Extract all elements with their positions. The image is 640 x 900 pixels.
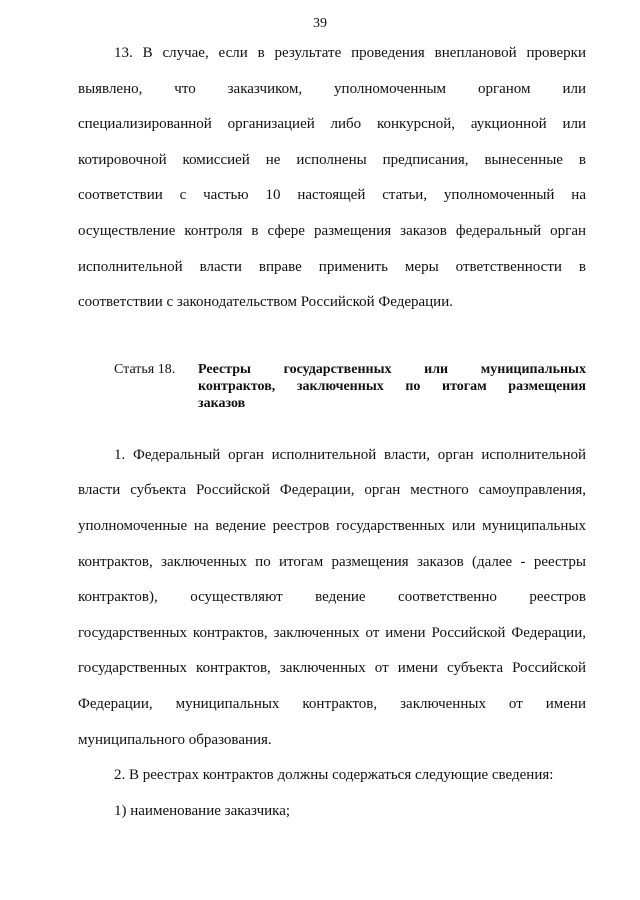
- article-number: Статья 18.: [114, 361, 176, 377]
- title-line: Реестры государственных или муниципальных: [198, 361, 586, 377]
- text-line: соответствии с законодательством Российской Федерации.: [78, 294, 453, 311]
- title-line: заказов: [198, 395, 246, 411]
- text-line: 13. В случае, если в результате проведения внеплановой проверки: [114, 45, 586, 61]
- text-line: 1) наименование заказчика;: [114, 802, 291, 819]
- text-line: выявлено, что заказчиком, уполномоченным органом или: [78, 80, 586, 97]
- text-line: государственных контрактов, заключенных от имени субъекта Российской: [78, 660, 586, 677]
- text-line: исполнительной власти вправе применить меры ответственности в: [78, 258, 586, 275]
- text-line: соответствии с частью 10 настоящей статьи, уполномоченный на: [78, 187, 586, 204]
- text-line: государственных контрактов, заключенных от имени Российской Федерации,: [78, 624, 586, 641]
- page-number: 39: [313, 16, 327, 31]
- paragraph-1: [78, 438, 586, 758]
- text-line: специализированной организацией либо конкурсной, аукционной или: [78, 116, 586, 133]
- paragraph-13: [78, 36, 586, 321]
- article-title: [198, 361, 586, 412]
- text-line: муниципального образования.: [78, 731, 272, 748]
- title-line: контрактов, заключенных по итогам размещения: [198, 378, 586, 394]
- paragraph-2: [78, 758, 586, 794]
- article-heading: [78, 361, 586, 412]
- text-line: власти субъекта Российской Федерации, орган местного самоуправления,: [78, 482, 586, 499]
- text-line: контрактов, заключенных по итогам размещения заказов (далее - реестры: [78, 553, 586, 570]
- text-line: осуществление контроля в сфере размещения заказов федеральный орган: [78, 222, 586, 239]
- text-line: котировочной комиссией не исполнены предписания, вынесенные в: [78, 151, 586, 168]
- text-line: контрактов), осуществляют ведение соответственно реестров: [78, 589, 586, 606]
- text-line: 1. Федеральный орган исполнительной власти, орган исполнительной: [114, 446, 586, 463]
- document-body: [78, 36, 586, 829]
- text-line: Федерации, муниципальных контрактов, заключенных от имени: [78, 695, 586, 712]
- text-line: 2. В реестрах контрактов должны содержаться следующие сведения:: [114, 767, 554, 784]
- text-line: уполномоченные на ведение реестров государственных или муниципальных: [78, 517, 586, 534]
- list-item-1: [78, 794, 586, 830]
